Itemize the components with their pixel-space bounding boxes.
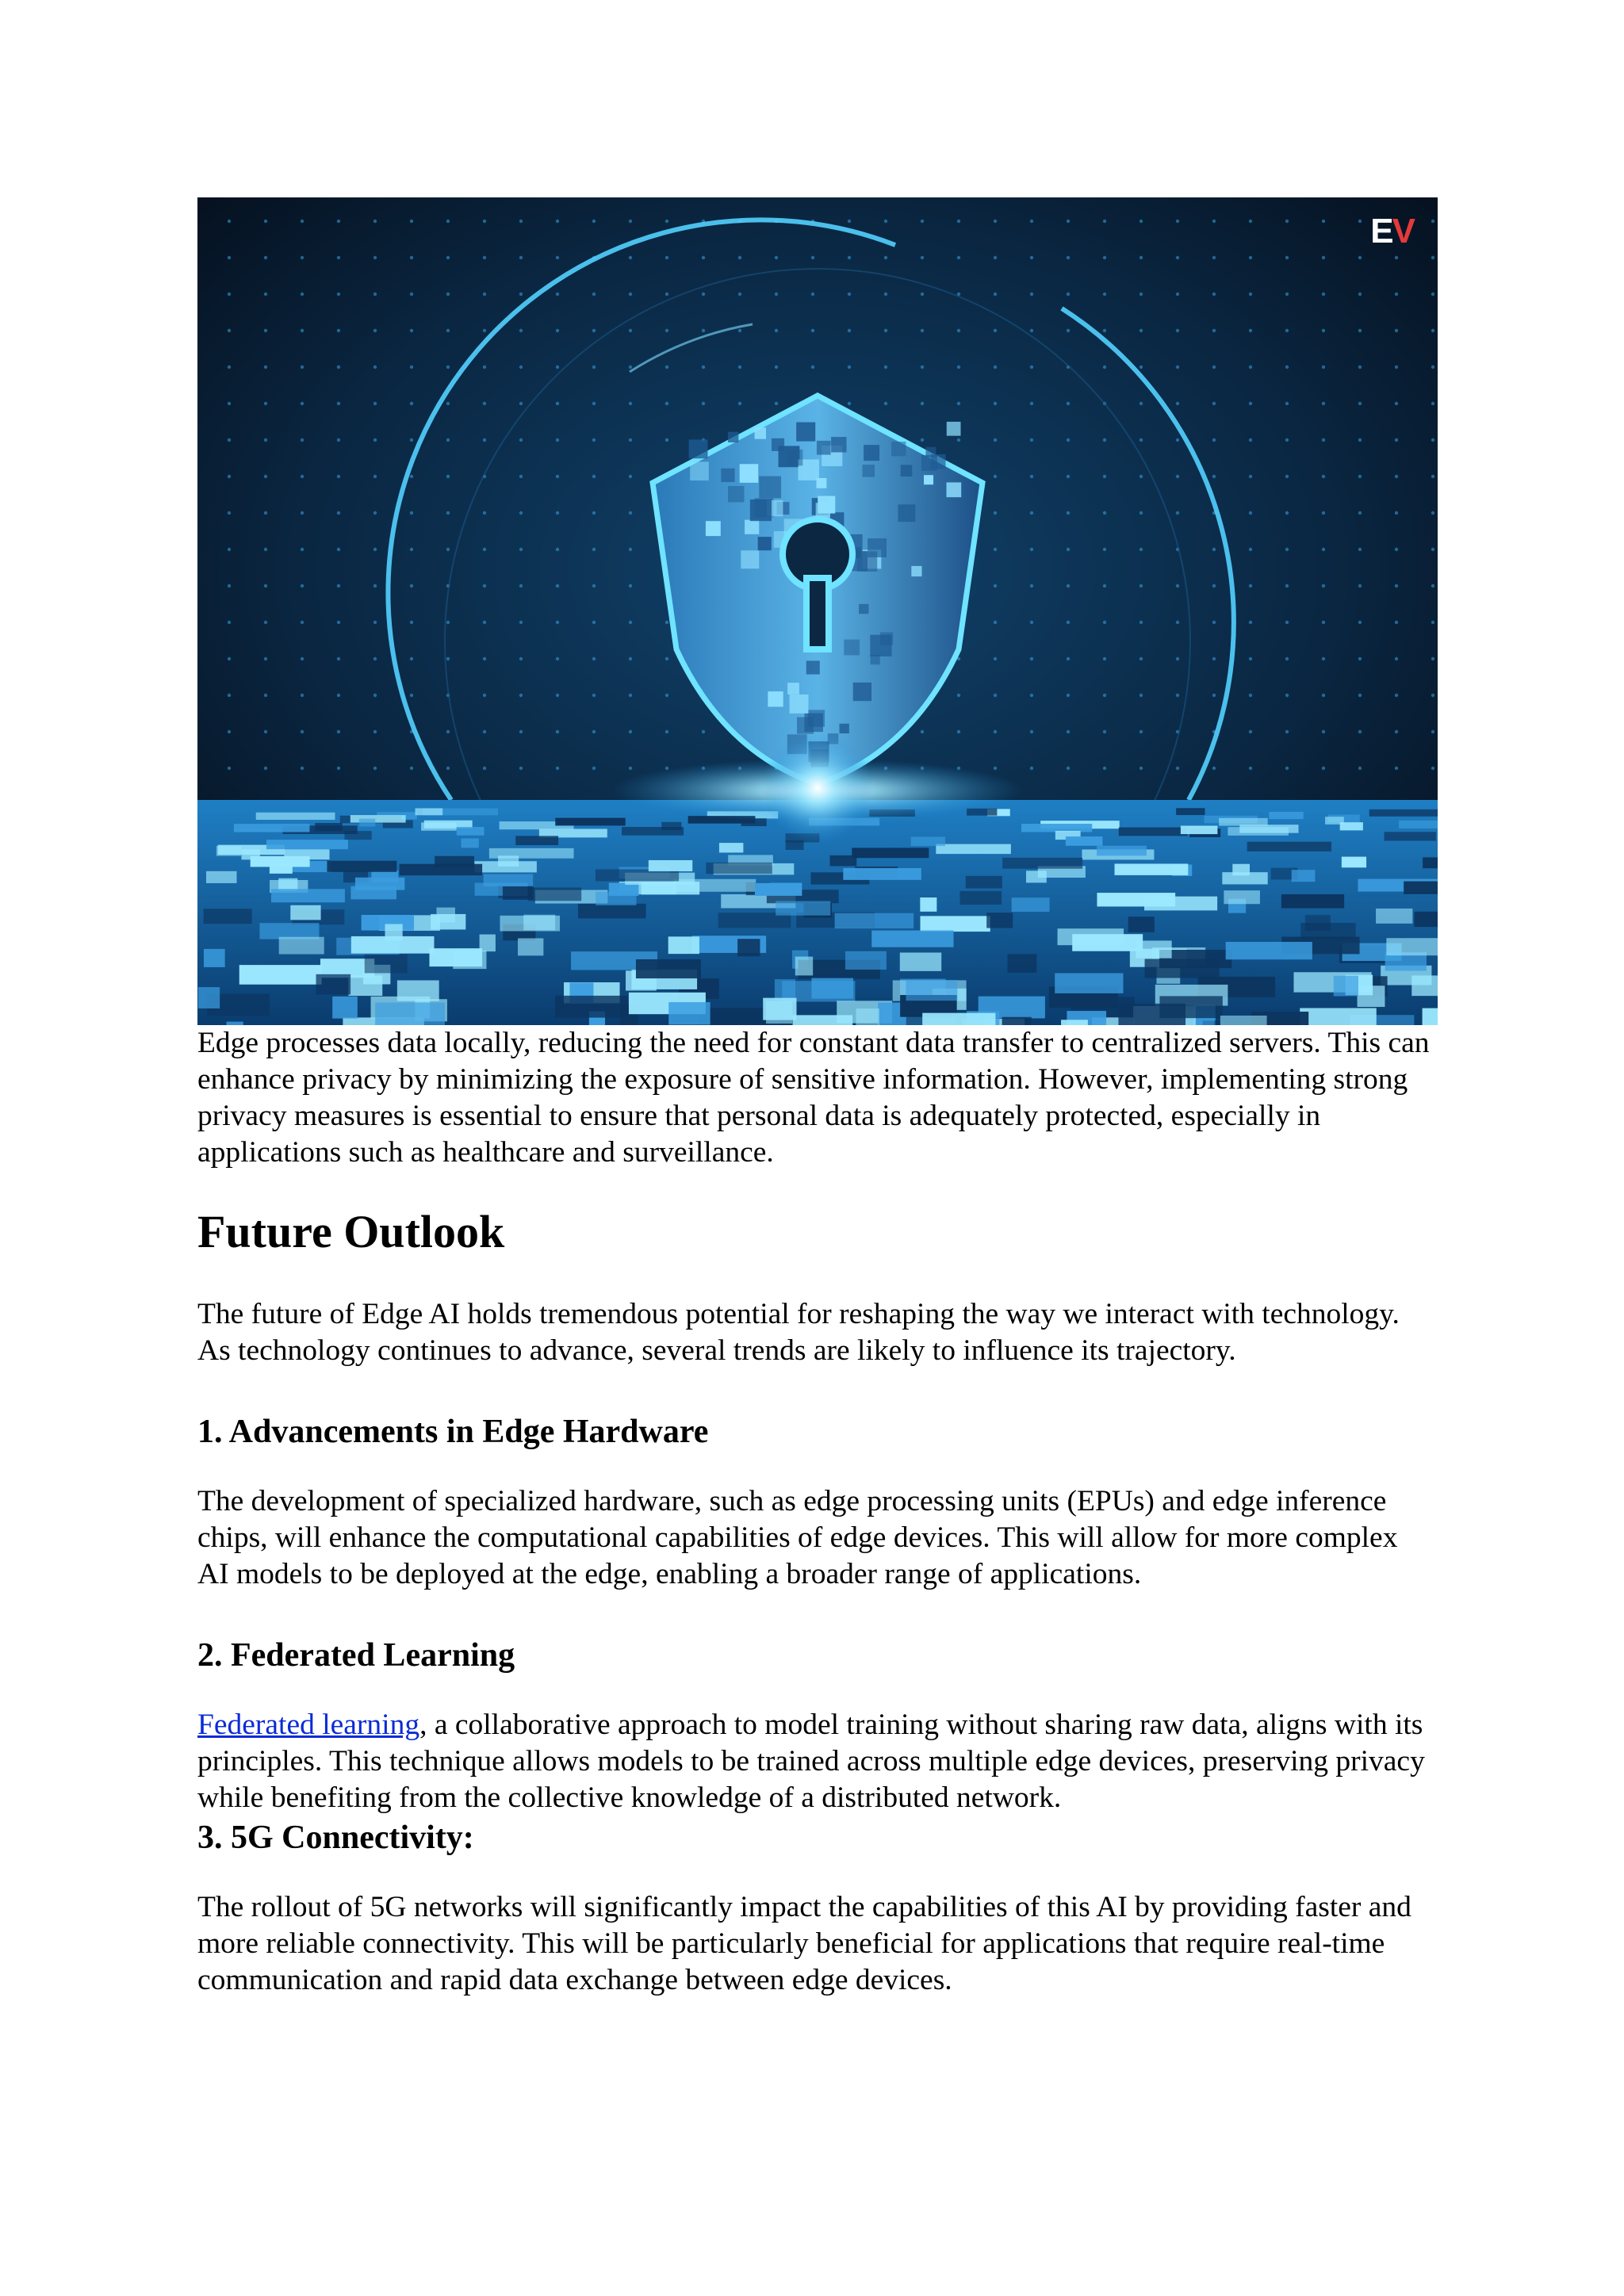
privacy-paragraph: Edge processes data locally, reducing the need for constant data transfer to centralized servers. This can enhance privacy by minimizing the exposure of sensitive information. However, implementing strong privacy measures is essential to ensure that personal data is adequately protected, especially in applications such as healthcare and surveillance. [197,1027,1430,1169]
section-heading-5g: 3. 5G Connectivity: [197,1820,474,1856]
ev-logo: EV [1370,212,1414,251]
future-outlook-heading: Future Outlook [197,1206,505,1257]
section-text-federated [197,1707,1434,1816]
future-outlook-intro: The future of Edge AI holds tremendous potential for reshaping the way we interact with technology. As technology continues to advance, several trends are likely to influence its trajectory. [197,1298,1400,1367]
federated-text: , a collaborative approach to model training without sharing raw data, aligns with its principles. This technique allows models to be trained across multiple edge devices, preserving privacy while benefiting from the collective knowledge of a distributed network. [197,1709,1425,1814]
article-body [197,1025,1450,1999]
section-text-hardware: The development of specialized hardware, such as edge processing units (EPUs) and edge inference chips, will enhance the computational capabilities of edge devices. This will allow for more complex AI models to be deployed at the edge, enabling a broader range of applications. [197,1485,1398,1590]
shield-illustration [197,197,1438,1025]
section-text-5g: The rollout of 5G networks will significantly impact the capabilities of this AI by providing faster and more reliable connectivity. This will be particularly beneficial for applications that require real-time communication and rapid data exchange between edge devices. [197,1891,1411,1996]
section-heading-federated: 2. Federated Learning [197,1637,515,1674]
federated-learning-link[interactable]: Federated learning [197,1709,420,1741]
section-heading-hardware: 1. Advancements in Edge Hardware [197,1414,709,1450]
hero-image [197,197,1438,1025]
